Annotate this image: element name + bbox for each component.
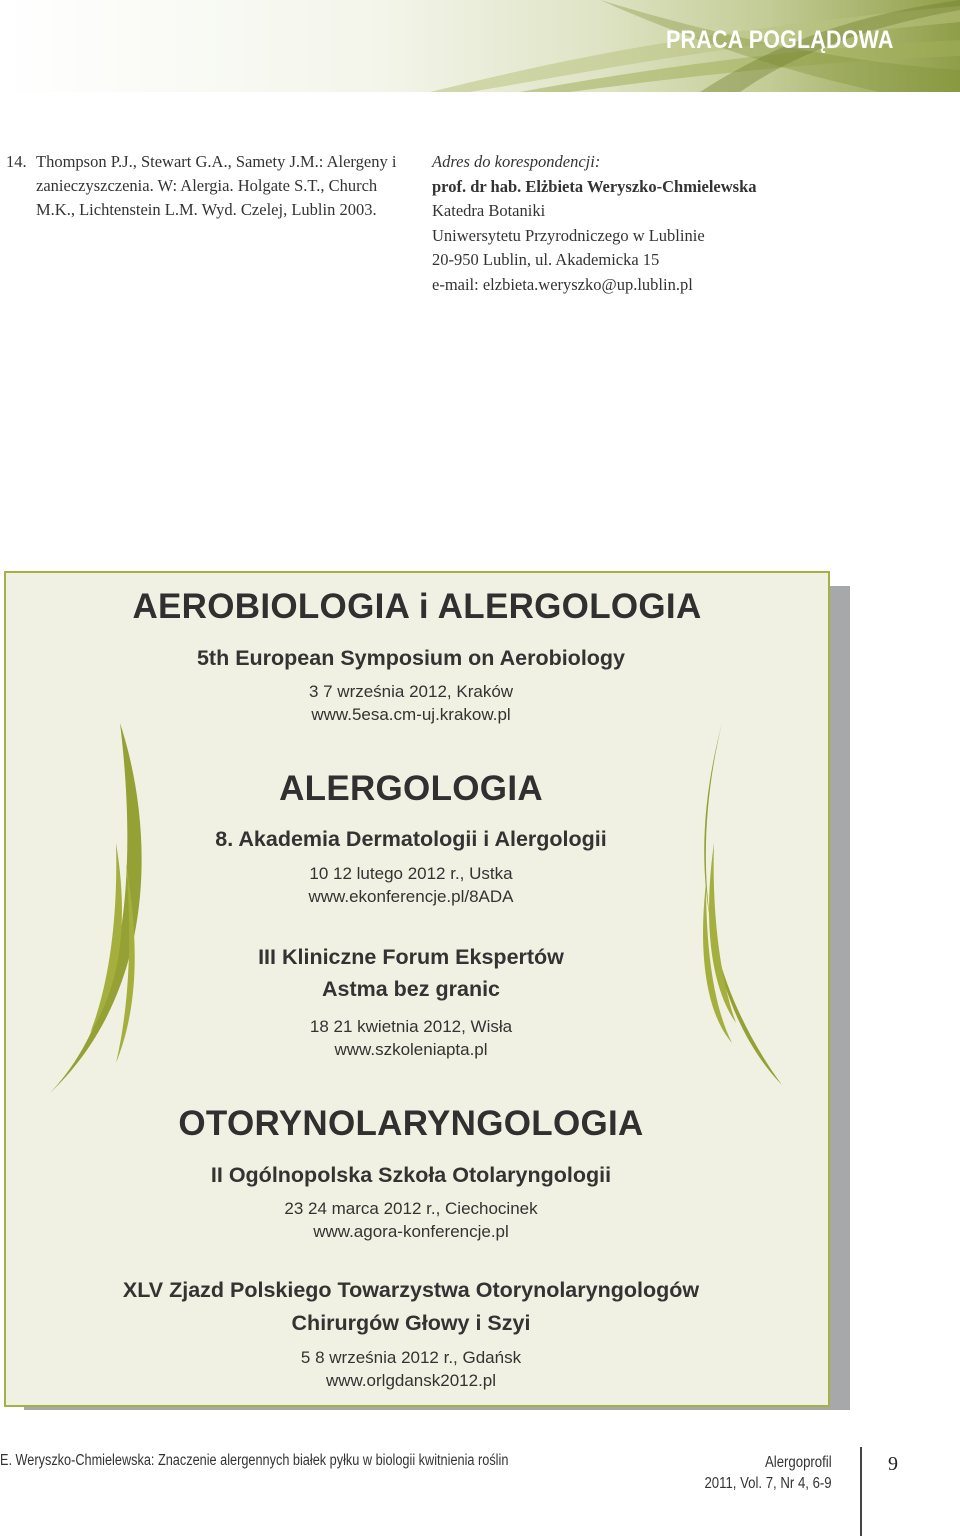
event-title: 8. Akademia Dermatologii i Alergologii [215,827,607,851]
university-line: Uniwersytetu Przyrodniczego w Lublinie [432,225,705,245]
department-line: Katedra Botaniki [432,201,546,220]
section-heading-otorhinolaryngology: OTORYNOLARYNGOLOGIA [178,1104,644,1143]
event-date: 23 24 marca 2012 r., Ciechocinek [284,1199,538,1218]
running-footer-article: E. Weryszko-Chmielewska: Znaczenie alergennych białek pyłku w biologii kwitnienia roślin [0,1452,509,1469]
author-name: prof. dr hab. Elżbieta Weryszko-Chmielewska [432,176,757,196]
reference-item [6,150,398,222]
running-footer-journal [705,1452,832,1494]
journal-name: Alergoprofil [765,1454,832,1471]
correspondence-block [432,150,912,297]
event-subtitle: Chirurgów Głowy i Szyi [291,1311,531,1335]
event-title: 5th European Symposium on Aerobiology [196,646,626,670]
event-url[interactable]: www.5esa.cm-uj.krakow.pl [311,705,511,724]
reference-number: 14. [6,152,27,171]
header-banner [0,0,960,92]
section-label: PRACA POGLĄDOWA [666,26,894,54]
correspondence-label: Adres do korespondencji: [432,152,601,171]
event-title: II Ogólnopolska Szkoła Otolaryngologii [210,1163,612,1187]
event-url[interactable]: www.ekonferencje.pl/8ADA [308,887,514,906]
journal-issue: 2011, Vol. 7, Nr 4, 6-9 [704,1475,832,1492]
event-date: 10 12 lutego 2012 r., Ustka [309,864,513,883]
section-heading-aerobiology: AEROBIOLOGIA i ALERGOLOGIA [132,587,702,626]
page-number: 9 [888,1453,898,1475]
event-date: 18 21 kwietnia 2012, Wisła [309,1017,513,1036]
reference-text: Thompson P.J., Stewart G.A., Samety J.M.: Alergeny i zanieczyszczenia. W: Alergia. Holgate S.T., Church M.K., Lichtenstein L.M. Wyd. Czelej, Lublin 2003. [36,152,397,219]
section-heading-allergology: ALERGOLOGIA [279,769,543,808]
events-box [4,571,830,1407]
email-line[interactable]: e-mail: elzbieta.weryszko@up.lublin.pl [432,274,693,294]
event-url[interactable]: www.szkoleniapta.pl [334,1040,488,1059]
footer-divider [860,1447,862,1536]
event-title: III Kliniczne Forum Ekspertów [258,945,564,969]
event-date: 5 8 września 2012 r., Gdańsk [300,1348,522,1367]
address-line: 20-950 Lublin, ul. Akademicka 15 [432,250,660,269]
event-title: XLV Zjazd Polskiego Towarzystwa Otorynolaryngologów [122,1278,700,1302]
event-subtitle: Astma bez granic [321,977,501,1001]
event-date: 3 7 września 2012, Kraków [308,682,514,701]
event-url[interactable]: www.orlgdansk2012.pl [325,1371,497,1390]
event-url[interactable]: www.agora-konferencje.pl [313,1222,509,1241]
references-list [6,150,398,222]
